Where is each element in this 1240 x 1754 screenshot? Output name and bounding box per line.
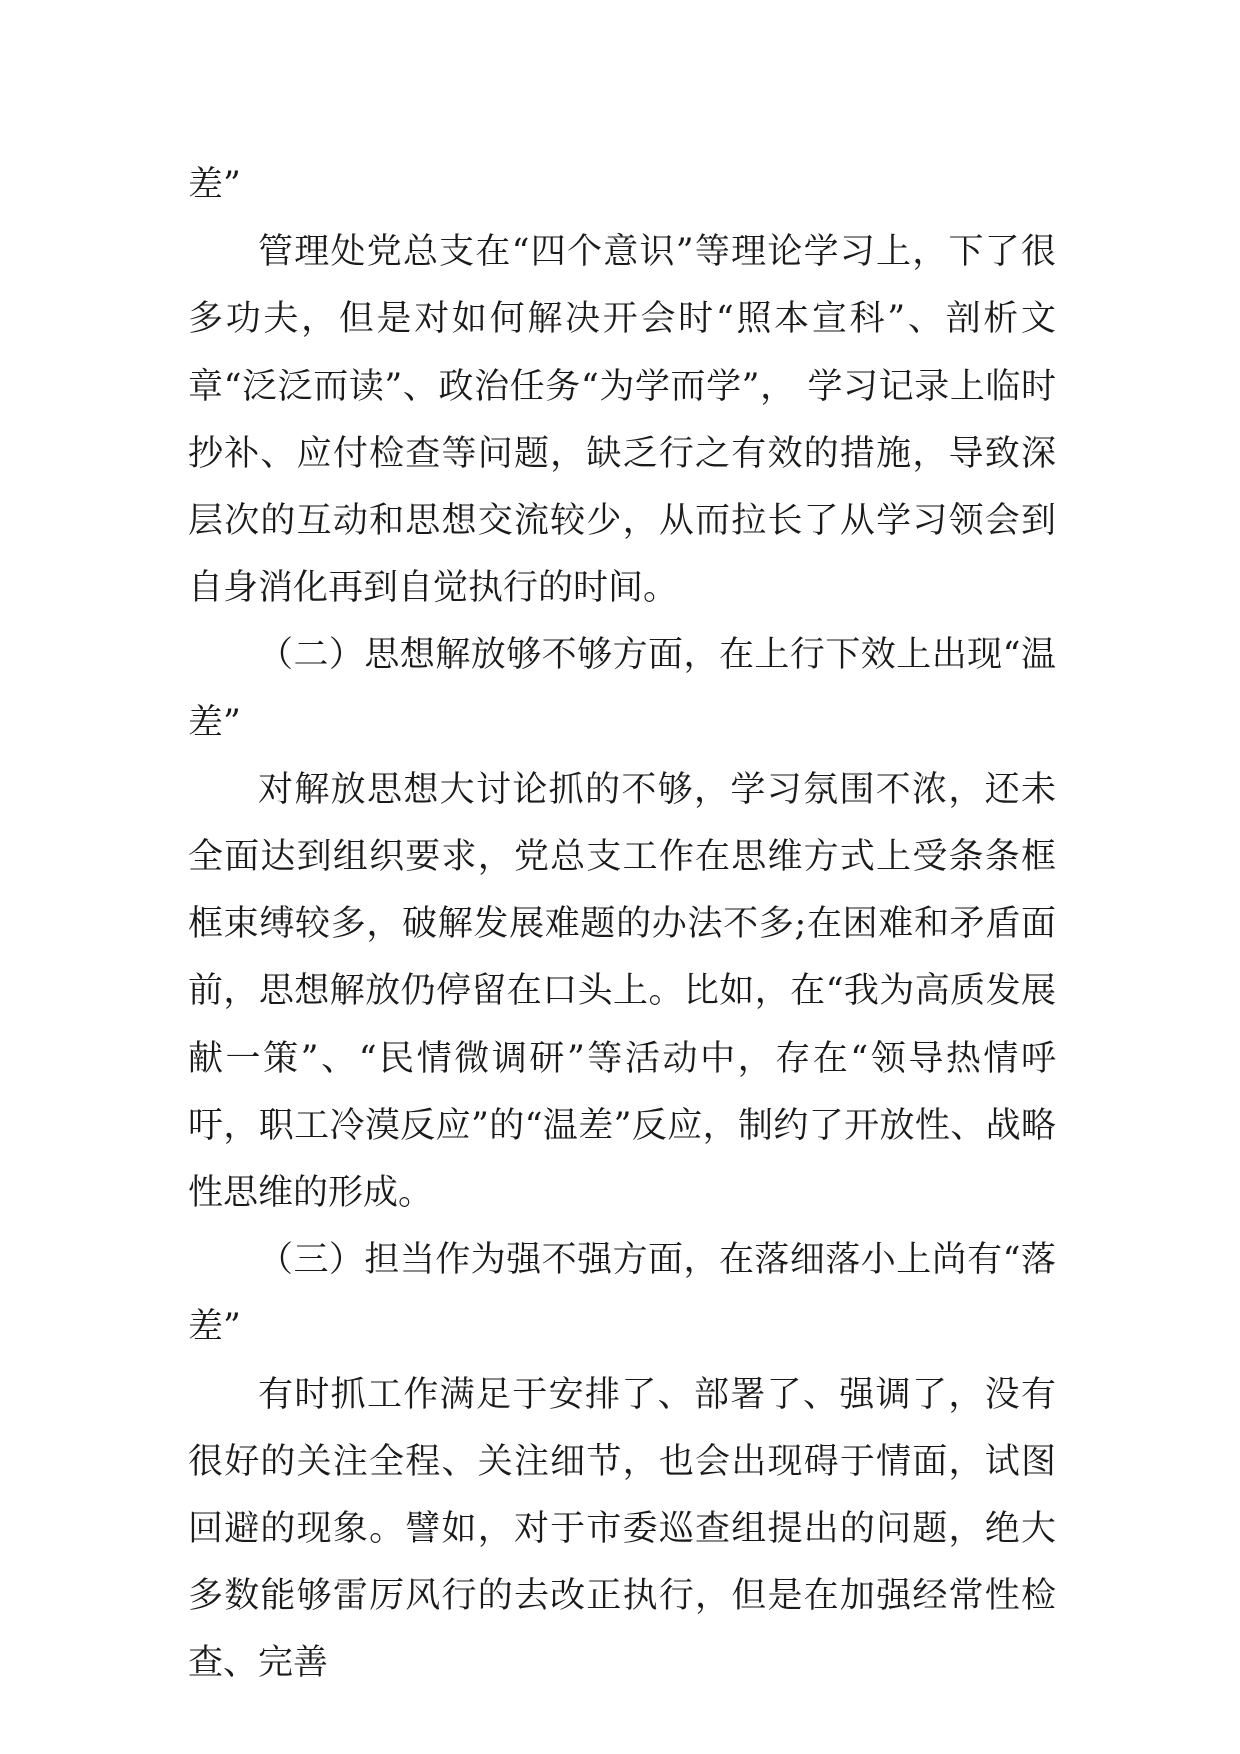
section-heading: （三）担当作为强不强方面，在落细落小上尚有“落差” bbox=[188, 1240, 1056, 1348]
body-paragraph: 管理处党总支在“四个意识”等理论学习上，下了很多功夫，但是对如何解决开会时“照本宣科”、剖析文章“泛泛而读”、政治任务“为学而学”， 学习记录上临时抄补、应付检查等问题，缺乏行之有效的措施，导致深层次的互动和思想交流较少，从而拉长了从学习领会到自身消化再到自觉执行的时间。 bbox=[188, 232, 1056, 609]
section-heading: （二）思想解放够不够方面，在上行下效上出现“温差” bbox=[188, 635, 1056, 743]
body-paragraph: 有时抓工作满足于安排了、部署了、强调了，没有很好的关注全程、关注细节，也会出现碍于情面，试图回避的现象。譬如，对于市委巡查组提出的问题，绝大多数能够雷厉风行的去改正执行，但是在加强经常性检查、完善 bbox=[188, 1374, 1056, 1684]
body-paragraph: 对解放思想大讨论抓的不够，学习氛围不浓，还未全面达到组织要求，党总支工作在思维方式上受条条框框束缚较多，破解发展难题的办法不多;在困难和矛盾面前，思想解放仍停留在口头上。比如，在“我为高质发展献一策”、“民情微调研”等活动中，存在“领导热情呼吁，职工冷漠反应”的“温差”反应，制约了开放性、战略性思维的形成。 bbox=[188, 769, 1056, 1214]
heading-continuation: 差” bbox=[188, 165, 241, 205]
document-body bbox=[188, 152, 1056, 1698]
